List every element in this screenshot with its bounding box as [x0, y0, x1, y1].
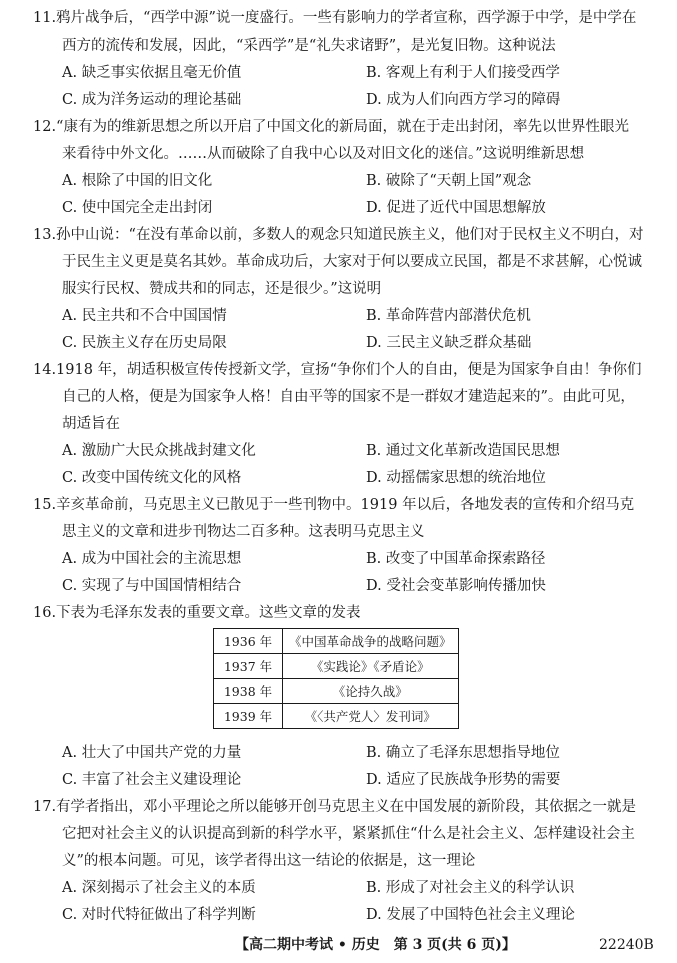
- q16-option-c[interactable]: C. 丰富了社会主义建设理论: [62, 772, 242, 788]
- table-row: [214, 704, 459, 729]
- q13-stem-line-3: 服实行民权、赞成共和的同志，还是很少。”这说明: [62, 281, 382, 297]
- q13-stem-line-1: 13.孙中山说：“在没有革命以前，多数人的观念只知道民族主义，他们对于民权主义不明白，对: [33, 227, 644, 243]
- q13-option-b[interactable]: B. 革命阵营内部潜伏危机: [366, 308, 531, 324]
- q13-option-c[interactable]: C. 民族主义存在历史局限: [62, 335, 227, 351]
- q14-stem-line-2: 自己的人格，便是为国家争人格！自由平等的国家不是一群奴才建造起来的”。由此可见，: [62, 389, 635, 405]
- q11-option-b[interactable]: B. 客观上有利于人们接受西学: [366, 65, 560, 81]
- footer-exam-info: 【高二期中考试 • 历史 第 3 页(共 6 页)】: [235, 937, 516, 953]
- q13-option-d[interactable]: D. 三民主义缺乏群众基础: [366, 335, 532, 351]
- q17-option-c[interactable]: C. 对时代特征做出了科学判断: [62, 907, 256, 923]
- q15-stem-line-2: 思主义的文章和进步刊物达二百多种。这表明马克思主义: [62, 524, 425, 540]
- q16-option-b[interactable]: B. 确立了毛泽东思想指导地位: [366, 745, 560, 761]
- q15-option-c[interactable]: C. 实现了与中国国情相结合: [62, 578, 242, 594]
- q17-option-a[interactable]: A. 深刻揭示了社会主义的本质: [62, 880, 256, 896]
- q11-stem-line-1: 11.鸦片战争后，“西学中源”说一度盛行。一些有影响力的学者宣称，西学源于中学，是中学在: [33, 10, 637, 26]
- q17-stem-line-1: 17.有学者指出，邓小平理论之所以能够开创马克思主义在中国发展的新阶段，其依据之一就是: [33, 799, 637, 815]
- table-cell-title: 《实践论》《矛盾论》: [283, 654, 459, 679]
- q16-stem-line-1: 16.下表为毛泽东发表的重要文章。这些文章的发表: [33, 605, 361, 621]
- q15-option-d[interactable]: D. 受社会变革影响传播加快: [366, 578, 546, 594]
- table-row: [214, 679, 459, 704]
- table-cell-year: 1939 年: [214, 704, 283, 729]
- q15-stem-line-1: 15.辛亥革命前，马克思主义已散见于一些刊物中。1919 年以后，各地发表的宣传和介绍马克: [33, 497, 635, 513]
- q17-option-b[interactable]: B. 形成了对社会主义的科学认识: [366, 880, 575, 896]
- q11-option-a[interactable]: A. 缺乏事实依据且毫无价值: [62, 65, 242, 81]
- table-cell-title: 《论持久战》: [283, 679, 459, 704]
- q16-articles-table: [213, 628, 459, 729]
- q11-stem-line-2: 西方的流传和发展，因此，“采西学”是“礼失求诸野”，是光复旧物。这种说法: [62, 38, 556, 54]
- table-row: [214, 654, 459, 679]
- table-cell-title: 《〈共产党人〉发刊词》: [283, 704, 459, 729]
- page-footer: [0, 935, 677, 955]
- table-cell-year: 1937 年: [214, 654, 283, 679]
- table-cell-year: 1936 年: [214, 629, 283, 654]
- q13-option-a[interactable]: A. 民主共和不合中国国情: [62, 308, 227, 324]
- q12-option-a[interactable]: A. 根除了中国的旧文化: [62, 173, 213, 189]
- footer-paper-code: 22240B: [599, 937, 654, 953]
- q12-option-c[interactable]: C. 使中国完全走出封闭: [62, 200, 213, 216]
- table-row: [214, 629, 459, 654]
- q12-option-b[interactable]: B. 破除了“天朝上国”观念: [366, 173, 532, 189]
- q14-option-b[interactable]: B. 通过文化革新改造国民思想: [366, 443, 560, 459]
- q12-option-d[interactable]: D. 促进了近代中国思想解放: [366, 200, 546, 216]
- q17-option-d[interactable]: D. 发展了中国特色社会主义理论: [366, 907, 575, 923]
- q13-stem-line-2: 于民生主义更是莫名其妙。革命成功后，大家对于何以要成立民国，都是不求甚解，心悦诚: [62, 254, 642, 270]
- q15-option-a[interactable]: A. 成为中国社会的主流思想: [62, 551, 242, 567]
- q12-stem-line-1: 12.“康有为的维新思想之所以开启了中国文化的新局面，就在于走出封闭，率先以世界性眼光: [33, 119, 629, 135]
- q14-option-d[interactable]: D. 动摇儒家思想的统治地位: [366, 470, 546, 486]
- q16-option-d[interactable]: D. 适应了民族战争形势的需要: [366, 772, 561, 788]
- q11-option-c[interactable]: C. 成为洋务运动的理论基础: [62, 92, 242, 108]
- q17-stem-line-3: 义”的根本问题。可见，该学者得出这一结论的依据是，这一理论: [62, 853, 476, 869]
- q14-option-a[interactable]: A. 激励广大民众挑战封建文化: [62, 443, 256, 459]
- q11-option-d[interactable]: D. 成为人们向西方学习的障碍: [366, 92, 561, 108]
- q16-option-a[interactable]: A. 壮大了中国共产党的力量: [62, 745, 242, 761]
- q12-stem-line-2: 来看待中外文化。……从而破除了自我中心以及对旧文化的迷信。”这说明维新思想: [62, 146, 585, 162]
- q15-option-b[interactable]: B. 改变了中国革命探索路径: [366, 551, 546, 567]
- table-cell-year: 1938 年: [214, 679, 283, 704]
- q14-option-c[interactable]: C. 改变中国传统文化的风格: [62, 470, 242, 486]
- q17-stem-line-2: 它把对社会主义的认识提高到新的科学水平，紧紧抓住“什么是社会主义、怎样建设社会主: [62, 826, 635, 842]
- table-cell-title: 《中国革命战争的战略问题》: [283, 629, 459, 654]
- q14-stem-line-3: 胡适旨在: [62, 416, 120, 432]
- q14-stem-line-1: 14.1918 年，胡适积极宣传传授新文学，宣扬“争你们个人的自由，便是为国家争自由！争你们: [33, 362, 642, 378]
